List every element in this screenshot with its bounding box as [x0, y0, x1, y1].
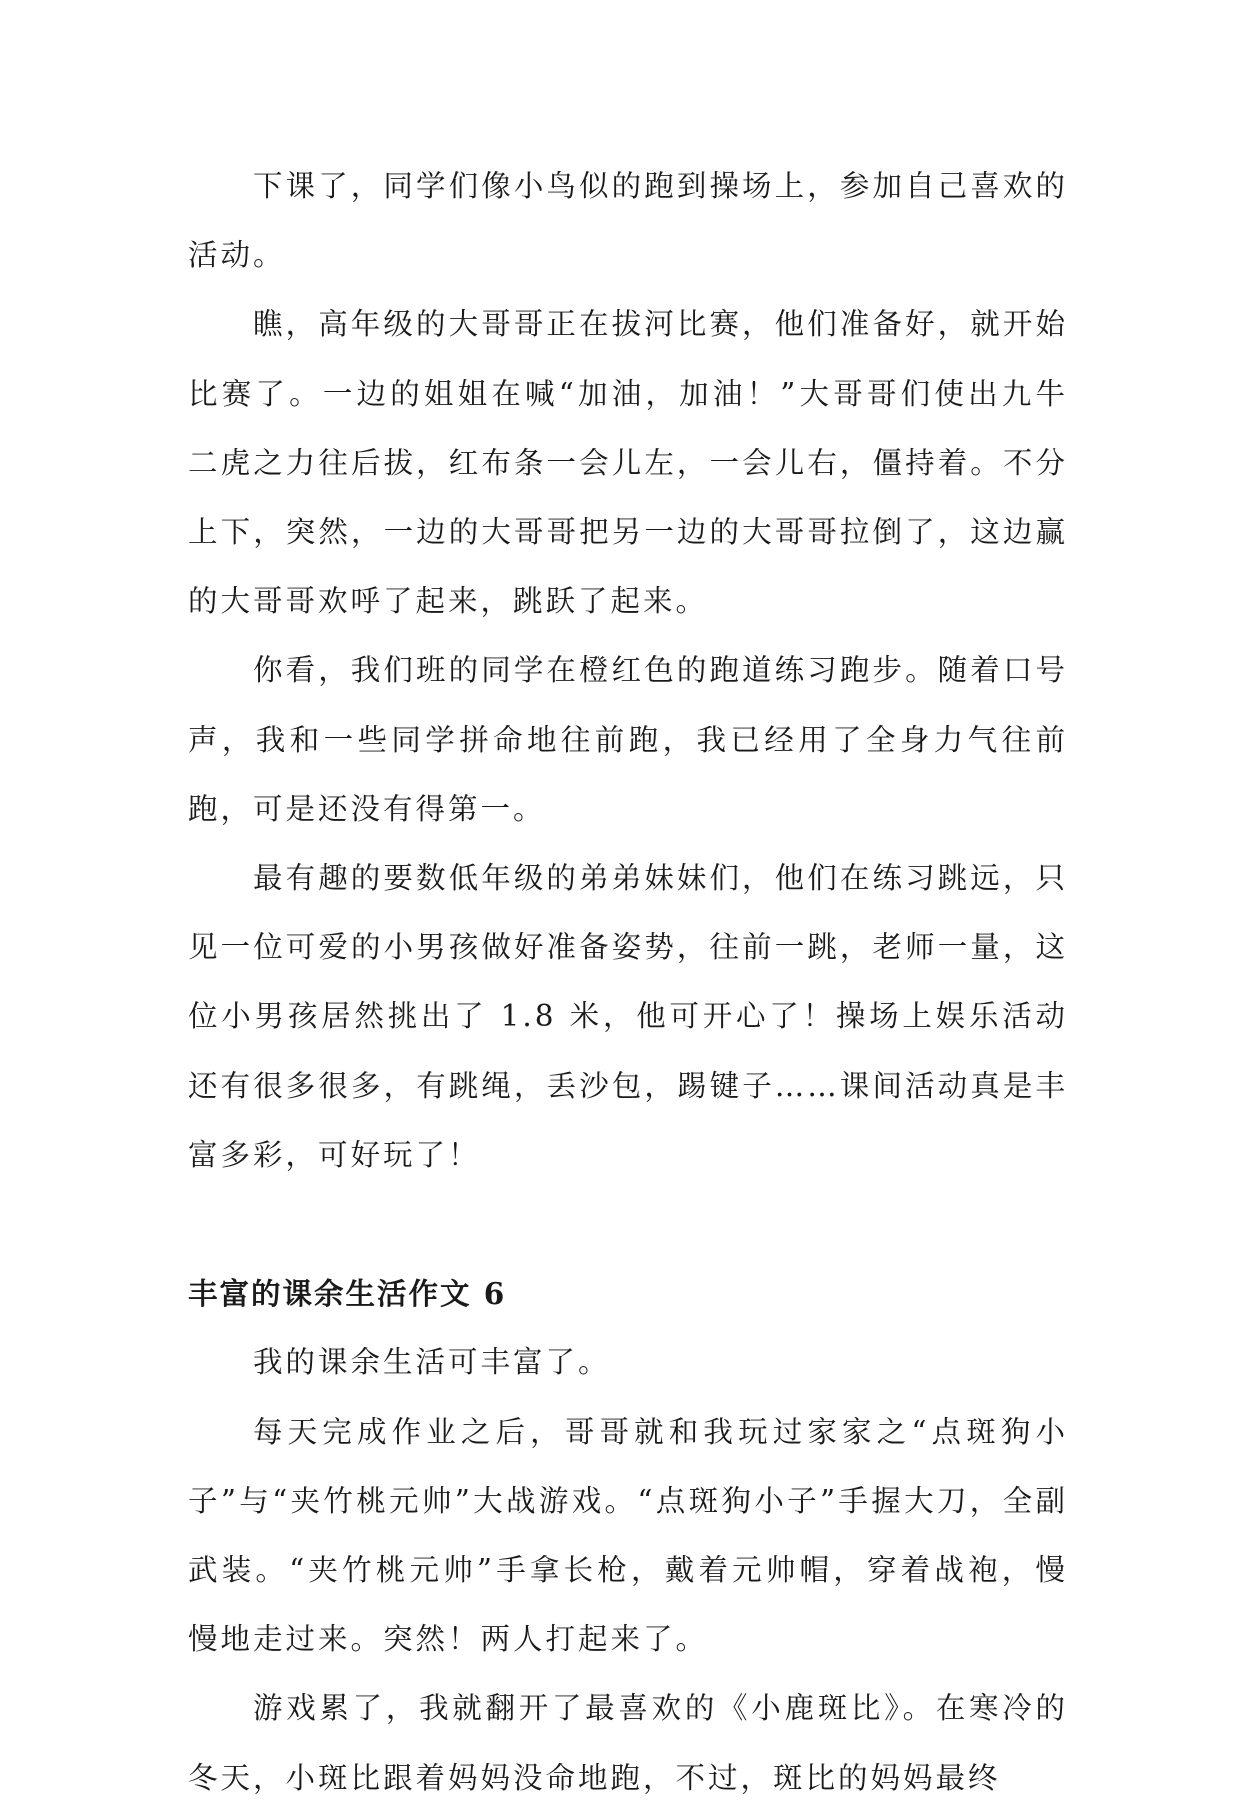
- document-page: [188, 152, 1068, 1813]
- paragraph: 游戏累了，我就翻开了最喜欢的《小鹿斑比》。在寒冷的冬天，小斑比跟着妈妈没命地跑，不过，斑比的妈妈最终: [188, 1691, 1068, 1795]
- paragraph: 最有趣的要数低年级的弟弟妹妹们，他们在练习跳远，只见一位可爱的小男孩做好准备姿势，往前一跳，老师一量，这位小男孩居然挑出了 1.8 米，他可开心了！操场上娱乐活动还有很多很多，有跳绳，丢沙包，踢键子……课间活动真是丰富多彩，可好玩了！: [188, 861, 1068, 1172]
- paragraph: 我的课余生活可丰富了。: [253, 1345, 611, 1380]
- paragraph: 你看，我们班的同学在橙红色的跑道练习跑步。随着口号声，我和一些同学拼命地往前跑，我已经用了全身力气往前跑，可是还没有得第一。: [188, 653, 1068, 826]
- section-title: 丰富的课余生活作文 6: [188, 1276, 507, 1312]
- paragraph: 下课了，同学们像小鸟似的跑到操场上，参加自己喜欢的活动。: [188, 169, 1068, 273]
- paragraph: 瞧，高年级的大哥哥正在拔河比赛，他们准备好，就开始比赛了。一边的姐姐在喊“加油，加油！”大哥哥们使出九牛二虎之力往后拔，红布条一会儿左，一会儿右，僵持着。不分上下，突然，一边的大哥哥把另一边的大哥哥拉倒了，这边赢的大哥哥欢呼了起来，跳跃了起来。: [188, 307, 1068, 619]
- paragraph: 每天完成作业之后，哥哥就和我玩过家家之“点斑狗小子”与“夹竹桃元帅”大战游戏。“点斑狗小子”手握大刀，全副武装。“夹竹桃元帅”手拿长枪，戴着元帅帽，穿着战袍，慢慢地走过来。突然！两人打起来了。: [188, 1414, 1068, 1657]
